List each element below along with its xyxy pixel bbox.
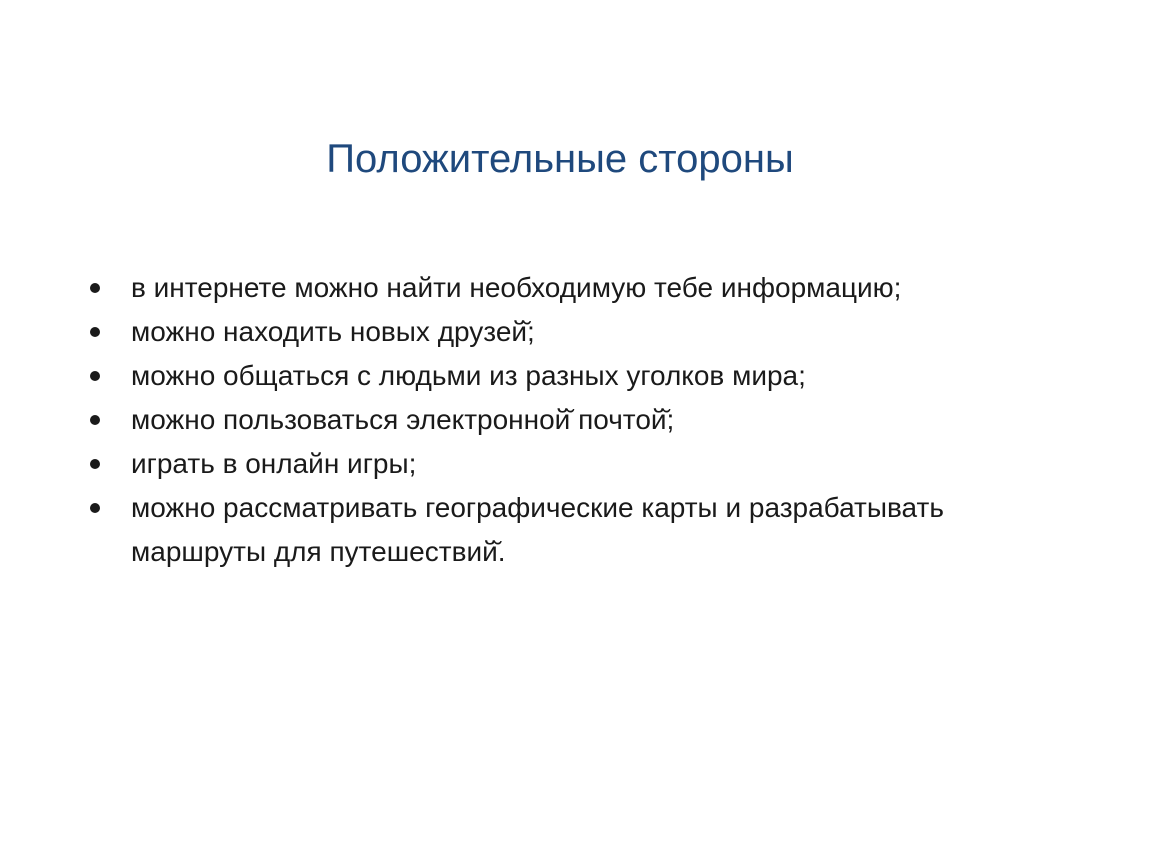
bullet-icon xyxy=(90,327,100,337)
list-item xyxy=(86,398,1086,442)
slide-title: Положительные стороны xyxy=(326,137,794,181)
bullet-icon xyxy=(90,415,100,425)
bullet-icon xyxy=(90,459,100,469)
bullet-text: играть в онлайн игры; xyxy=(131,448,417,479)
list-item xyxy=(86,486,1086,574)
bullet-text: можно находить новых друзей̆; xyxy=(131,316,535,347)
bullet-icon xyxy=(90,371,100,381)
bullet-icon xyxy=(90,503,100,513)
bullet-list xyxy=(86,266,1086,574)
bullet-text: можно общаться с людьми из разных уголков мира; xyxy=(131,360,806,391)
bullet-text: можно рассматривать географические карты и разрабатывать маршруты для путешествий̆. xyxy=(131,492,944,567)
list-item xyxy=(86,310,1086,354)
bullet-icon xyxy=(90,283,100,293)
bullet-text: в интернете можно найти необходимую тебе информацию; xyxy=(131,272,902,303)
list-item xyxy=(86,354,1086,398)
list-item xyxy=(86,266,1086,310)
list-item xyxy=(86,442,1086,486)
bullet-text: можно пользоваться электронной̆ почтой̆; xyxy=(131,404,675,435)
